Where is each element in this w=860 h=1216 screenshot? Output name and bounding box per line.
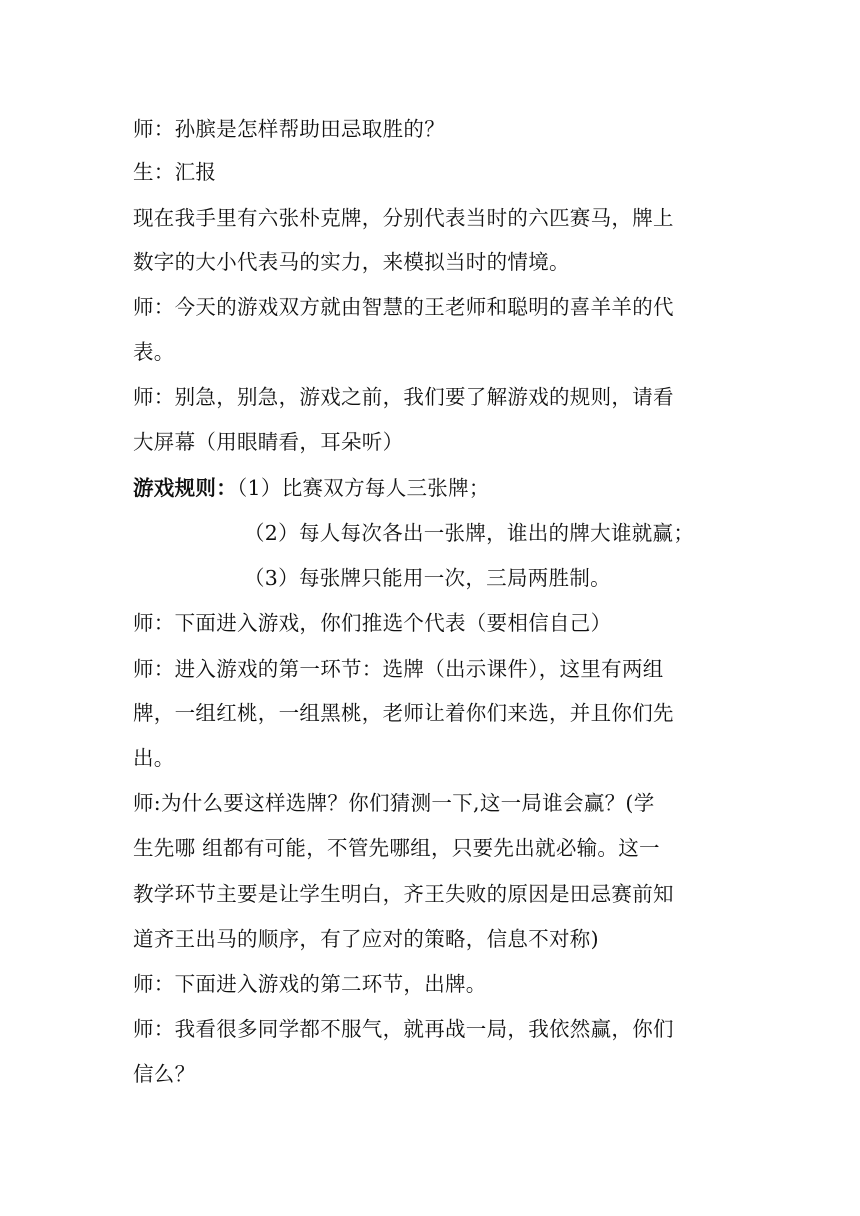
rules-line — [133, 475, 490, 501]
paragraph-line: 师：孙膑是怎样帮助田忌取胜的？ — [133, 117, 445, 141]
paragraph-line: 生：汇报 — [133, 160, 217, 184]
rules-heading: 游戏规则： — [133, 476, 237, 500]
paragraph-line: 师：下面进入游戏，你们推选个代表（要相信自己） — [133, 611, 612, 635]
paragraph-line: 师:为什么要这样选牌？你们猜测一下,这一局谁会赢？(学 — [133, 791, 655, 815]
rule-1: （1）比赛双方每人三张牌； — [237, 476, 490, 500]
paragraph-line: 表。 — [133, 340, 175, 364]
paragraph-line: 数字的大小代表马的实力，来模拟当时的情境。 — [133, 250, 570, 274]
paragraph-line: 师：下面进入游戏的第二环节，出牌。 — [133, 972, 487, 996]
paragraph-line: 师：进入游戏的第一环节：选牌（出示课件），这里有两组 — [133, 657, 664, 681]
paragraph-line: 出。 — [133, 746, 175, 770]
paragraph-line: 牌，一组红桃，一组黑桃，老师让着你们来选，并且你们先 — [133, 701, 674, 725]
paragraph-line: 教学环节主要是让学生明白，齐王失败的原因是田忌赛前知 — [133, 882, 674, 906]
paragraph-line: 师：今天的游戏双方就由智慧的王老师和聪明的喜羊羊的代 — [133, 295, 674, 319]
paragraph-line: 大屏幕（用眼睛看，耳朵听） — [133, 430, 404, 454]
rule-2: （2）每人每次各出一张牌，谁出的牌大谁就赢； — [244, 521, 695, 545]
paragraph-line: 信么？ — [133, 1062, 196, 1086]
paragraph-line: 师：别急，别急，游戏之前，我们要了解游戏的规则，请看 — [133, 385, 674, 409]
paragraph-line: 现在我手里有六张朴克牌，分别代表当时的六匹赛马，牌上 — [133, 206, 674, 230]
paragraph-line: 道齐王出马的顺序，有了应对的策略，信息不对称) — [133, 927, 599, 951]
paragraph-line: 生先哪 组都有可能，不管先哪组，只要先出就必输。这一 — [133, 836, 660, 860]
rule-3: （3）每张牌只能用一次，三局两胜制。 — [244, 566, 611, 590]
paragraph-line: 师：我看很多同学都不服气，就再战一局，我依然赢，你们 — [133, 1017, 674, 1041]
